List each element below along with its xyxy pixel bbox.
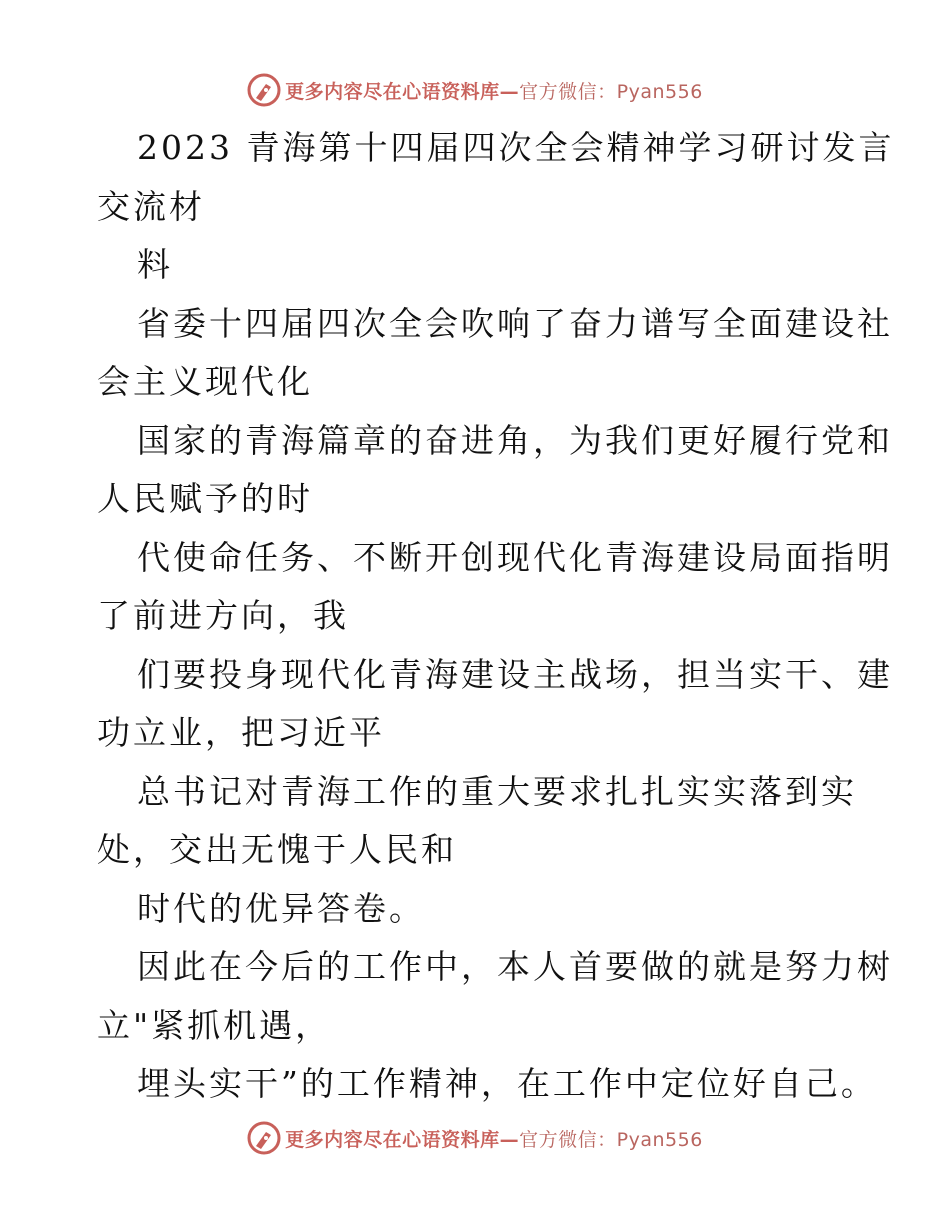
footer-banner-contact: 官方微信：Pyan556 bbox=[519, 1128, 703, 1151]
document-line: 交流材 bbox=[97, 186, 205, 226]
pen-nib-logo-icon bbox=[247, 1121, 281, 1155]
pen-nib-logo-icon bbox=[247, 73, 281, 107]
document-line: 了前进方向，我 bbox=[97, 596, 349, 635]
document-line: 人民赋予的时 bbox=[97, 479, 313, 518]
header-banner bbox=[0, 70, 950, 110]
document-line: 埋头实干”的工作精神，在工作中定位好自己。 bbox=[137, 1064, 877, 1103]
header-banner-text bbox=[285, 77, 703, 104]
document-line: 会主义现代化 bbox=[97, 362, 313, 401]
document-line: 国家的青海篇章的奋进角，为我们更好履行党和 bbox=[137, 420, 893, 460]
header-banner-contact: 官方微信：Pyan556 bbox=[519, 80, 703, 103]
document-line: 们要投身现代化青海建设主战场，担当实干、建 bbox=[137, 654, 893, 694]
document-line: 总书记对青海工作的重大要求扎扎实实落到实 bbox=[137, 771, 857, 811]
document-line: 时代的优异答卷。 bbox=[137, 888, 425, 928]
document-line: 料 bbox=[137, 245, 173, 284]
document-line: 功立业，把习近平 bbox=[97, 713, 385, 752]
document-line: 2023 青海第十四届四次全会精神学习研讨发言 bbox=[137, 128, 895, 167]
document-line: 省委十四届四次全会吹响了奋力谱写全面建设社 bbox=[137, 303, 893, 343]
document-line: 因此在今后的工作中，本人首要做的就是努力树 bbox=[137, 947, 893, 986]
footer-banner bbox=[0, 1118, 950, 1158]
footer-banner-text bbox=[285, 1125, 703, 1152]
header-banner-title: 更多内容尽在心语资料库— bbox=[285, 80, 520, 103]
document-line: 立"紧抓机遇， bbox=[97, 1005, 332, 1045]
document-line: 处，交出无愧于人民和 bbox=[97, 830, 457, 869]
document-line: 代使命任务、不断开创现代化青海建设局面指明 bbox=[137, 537, 893, 577]
document-body bbox=[97, 119, 895, 1114]
footer-banner-title: 更多内容尽在心语资料库— bbox=[285, 1128, 520, 1151]
